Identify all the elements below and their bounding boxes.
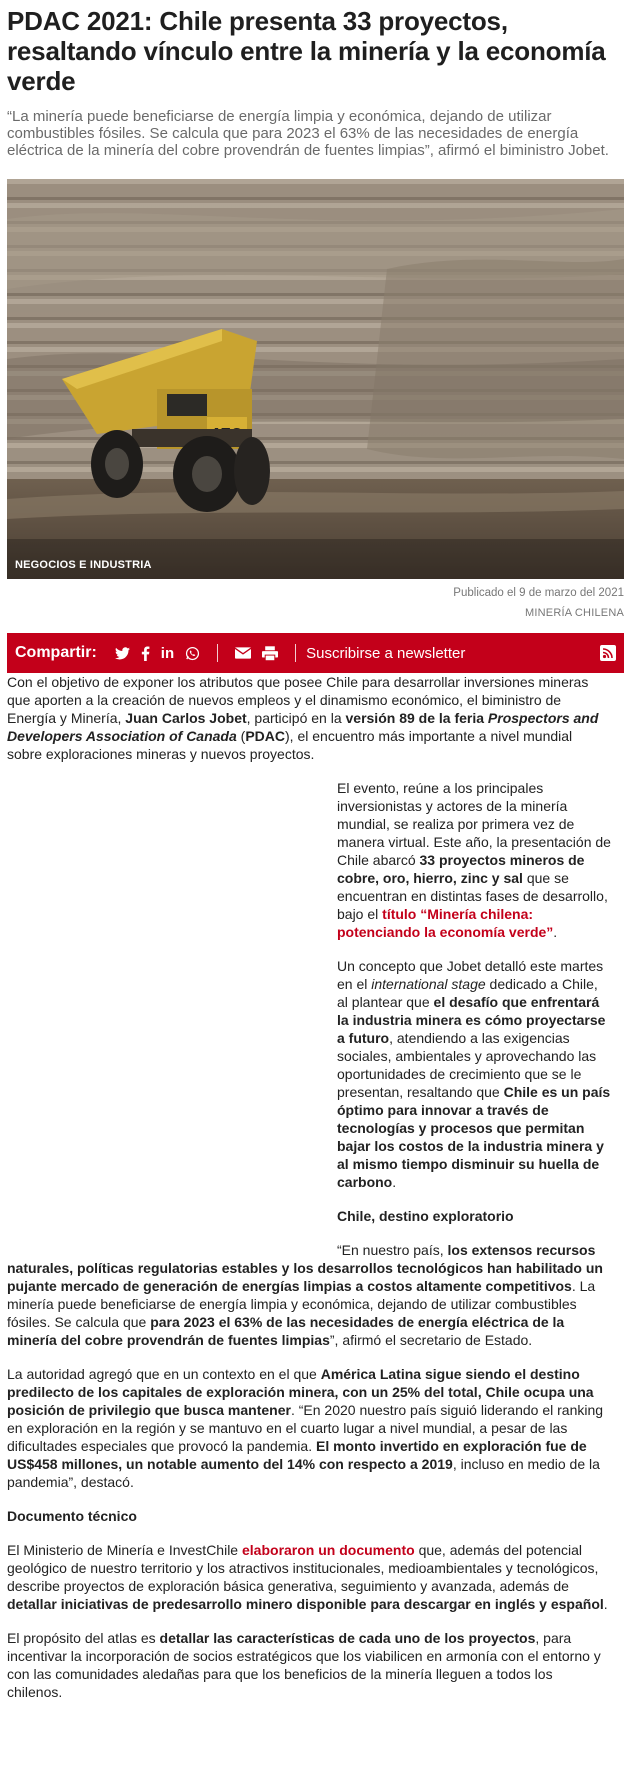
article-lead: “La minería puede beneficiarse de energía limpia y económica, dejando de utilizar combustibles fósiles. Se calcula que para 2023 el 63% de las necesidades de energía eléctrica de la minería del cobre provendrán de fuentes limpias”, afirmó el biministro Jobet. — [7, 108, 609, 159]
article-meta — [7, 587, 624, 619]
article — [7, 6, 624, 1701]
publish-date: Publicado el 9 de marzo del 2021 — [453, 587, 624, 599]
paragraph-event: El evento, reúne a los principales inversionistas y actores de la minería mundial, se realiza por primera vez de manera virtual. Este año, la presentación de Chile abarcó 33 proyectos mineros de cobre, oro, hierro, zinc y sal que se encuentran en distintas fases de desarrollo, bajo el título “Minería chilena: potenciando la economía verde”. — [337, 780, 611, 940]
paragraph-quote: “En nuestro país, los extensos recursos naturales, políticas regulatorias estables y los desarrollos tecnológicos han habilitado un pujante mercado de generación de energías limpias a costos altamente competitivos. La minería puede beneficiarse de energía limpia y económica, dejando de utilizar combustibles fósiles. Se calcula que para 2023 el 63% de las necesidades de energía eléctrica de la minería del cobre provendrán de fuentes limpias”, afirmó el secretario de Estado. — [7, 1242, 603, 1348]
rss-icon[interactable] — [600, 645, 616, 661]
facebook-icon[interactable] — [141, 646, 150, 661]
title-link[interactable]: título “Minería chilena: potenciando la economía verde” — [337, 906, 554, 940]
mine-truck-photo — [7, 179, 624, 579]
paragraph-concept: Un concepto que Jobet detalló este martes en el international stage dedicado a Chile, al plantear que el desafío que enfrentará la industria minera es cómo proyectarse a futuro, atendiendo a las exigencias sociales, ambientales y aprovechando las oportunidades de crecimiento que se le presentan, resaltando que Chile es un país óptimo para innovar a través de tecnologías y procesos que permitan bajar los costos de la industria minera y al mismo tiempo disminuir su huella de carbono. — [337, 958, 611, 1190]
embed-placeholder — [7, 779, 337, 1259]
float-section — [7, 779, 611, 1349]
share-label: Compartir: — [15, 644, 97, 661]
category-tag[interactable]: NEGOCIOS E INDUSTRIA — [15, 559, 152, 571]
share-bar — [7, 633, 624, 673]
heading-exploration: Chile, destino exploratorio — [337, 1208, 514, 1224]
twitter-icon[interactable] — [115, 647, 130, 660]
paragraph-atlas: El propósito del atlas es detallar las características de cada uno de los proyectos, para incentivar la incorporación de socios estratégicos que los viabilicen en armonía con el entorno y con las comunidades aledañas para que los beneficios de la minería lleguen a todos los chilenos. — [7, 1630, 601, 1700]
linkedin-icon[interactable]: in — [160, 644, 175, 662]
paragraph-intro: Con el objetivo de exponer los atributos que posee Chile para desarrollar inversiones mineras que aporten a la creación de nuevos empleos y el dinamismo económico, el biministro de Energía y Minería, Juan Carlos Jobet, participó en la versión 89 de la feria Prospectors and Developers Association of Canada (PDAC), el encuentro más importante a nivel mundial sobre exploraciones mineras y nuevos proyectos. — [7, 674, 599, 762]
paragraph-document: El Ministerio de Minería e InvestChile elaboraron un documento que, además del potencial geológico de nuestro territorio y los atractivos institucionales, medioambientales y tecnológicos, describe proyectos de exploración básica generativa, seguimiento y avanzada, además de detallar iniciativas de predesarrollo minero disponible para descargar en inglés y español. — [7, 1542, 608, 1612]
hero-image — [7, 179, 624, 579]
article-title: PDAC 2021: Chile presenta 33 proyectos, resaltando vínculo entre la minería y la economía verde — [7, 6, 606, 96]
subscribe-newsletter-link[interactable]: Suscribirse a newsletter — [306, 644, 466, 662]
article-body — [7, 673, 611, 1701]
whatsapp-icon[interactable] — [185, 646, 200, 661]
paragraph-latam: La autoridad agregó que en un contexto en el que América Latina sigue siendo el destino predilecto de los capitales de exploración minera, con un 25% del total, Chile ocupa una posición de privilegio que busca mantener. “En 2020 nuestro país siguió liderando el ranking en exploración en la región y se mantuvo en el cuarto lugar a nivel mundial, a pesar de las dificultades especiales que provocó la pandemia. El monto invertido en exploración fue de US$458 millones, un notable aumento del 14% con respecto a 2019, incluso en medio de la pandemia”, destacó. — [7, 1366, 604, 1490]
document-link[interactable]: elaboraron un documento — [242, 1542, 415, 1558]
email-icon[interactable] — [235, 647, 251, 659]
print-icon[interactable] — [262, 646, 278, 661]
heading-document: Documento técnico — [7, 1508, 137, 1524]
source-label: MINERÍA CHILENA — [525, 607, 624, 619]
